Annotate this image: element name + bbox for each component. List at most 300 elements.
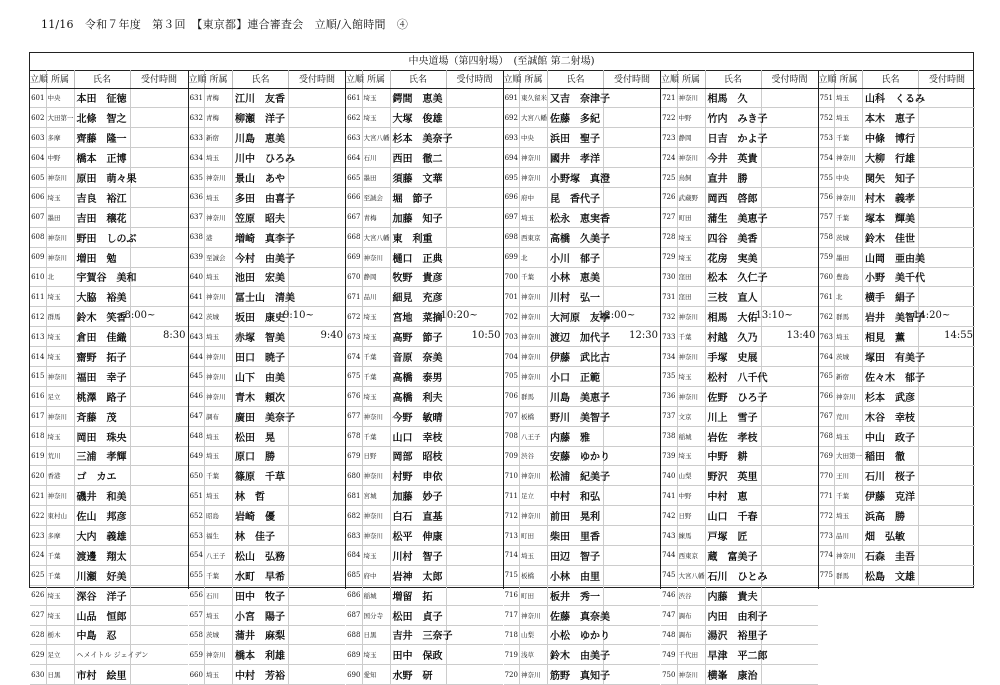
order-number: 615 [30,366,46,386]
table-row [30,366,188,386]
affiliation: 神奈川 [46,486,74,506]
participant-name: 山岡 亜由美 [863,247,919,267]
table-row [819,386,976,406]
participant-name: 廣田 美奈子 [233,406,289,426]
table-row [819,446,976,466]
affiliation: 東久留米 [520,88,548,108]
affiliation: 千葉 [835,486,863,506]
reception-time-cell [130,168,188,188]
reception-start-time: 9:10~ [283,310,314,322]
table-row [346,645,503,665]
page-header: 11/16 令和７年度 第３回 【東京都】連合審査会 立順/入館時間 ④ [41,18,409,31]
affiliation: 千葉 [835,128,863,148]
order-number: 679 [346,446,362,466]
affiliation: 王川 [835,466,863,486]
participant-name: 小松 ゆかり [548,625,604,645]
reception-time-cell [604,247,661,267]
order-number: 619 [30,446,46,466]
table-row [504,287,661,307]
table-row [819,187,976,207]
affiliation: 千葉 [362,347,390,367]
reception-time-cell [446,565,503,585]
table-row [661,426,818,446]
affiliation: 埼玉 [362,645,390,665]
order-number: 722 [661,108,677,128]
reception-time-cell [761,665,818,685]
participant-name: 伊藤 克洋 [863,486,919,506]
participant-name: 本木 恵子 [863,108,919,128]
affiliation: 足立 [46,645,74,665]
reception-time-cell [761,327,818,347]
reception-time-cell [289,645,346,665]
table-row [819,406,976,426]
order-number: 745 [661,565,677,585]
affiliation: 静岡 [362,267,390,287]
affiliation: 中野 [677,486,705,506]
table-row [661,168,818,188]
affiliation: 大宮八幡 [362,128,390,148]
table-row [346,347,503,367]
reception-time-cell [919,187,976,207]
affiliation: 千葉 [362,426,390,446]
participant-name: 相馬 久 [705,88,761,108]
order-number: 633 [189,128,205,148]
reception-time-cell [130,486,188,506]
table-row [189,426,346,446]
participant-name: 松平 伸康 [390,526,446,546]
table-row [819,148,976,168]
reception-time-cell [761,347,818,367]
order-number: 602 [30,108,46,128]
table-row [189,605,346,625]
participant-name: 中野 耕 [705,446,761,466]
participant-name: 倉田 佳織 [74,327,130,347]
order-number: 717 [504,605,520,625]
participant-name: 石川 ひとみ [705,565,761,585]
affiliation: 窪田 [677,287,705,307]
reception-end-time: 8:30 [163,330,186,342]
affiliation: 千葉 [46,565,74,585]
order-number: 681 [346,486,362,506]
affiliation: 足立 [46,386,74,406]
affiliation: 茨城 [835,227,863,247]
table-row [189,565,346,585]
participant-name: 笠原 昭夫 [233,207,289,227]
table-row [189,287,346,307]
table-row [30,307,188,327]
participant-name: 川村 弘一 [548,287,604,307]
table-row [346,307,503,327]
order-number: 650 [189,466,205,486]
order-number: 608 [30,227,46,247]
order-number: 695 [504,168,520,188]
order-number: 620 [30,466,46,486]
reception-time-cell [130,108,188,128]
participant-name: 高橋 久美子 [548,227,604,247]
table-row [30,506,188,526]
participant-name: 佐藤 多紀 [548,108,604,128]
participant-name: 山科 くるみ [863,88,919,108]
affiliation: 神奈川 [46,366,74,386]
order-number: 773 [819,526,835,546]
table-row [661,88,818,108]
participant-name: 畑 弘敏 [863,526,919,546]
participant-name: 高橋 泰男 [390,366,446,386]
order-number: 672 [346,307,362,327]
table-row [661,486,818,506]
affiliation: 石川 [205,585,233,605]
affiliation: 神奈川 [677,347,705,367]
table-row [30,605,188,625]
affiliation: 山梨 [520,625,548,645]
participant-name: 山品 恒郎 [74,605,130,625]
order-number: 769 [819,446,835,466]
table-row [346,406,503,426]
order-number: 716 [504,585,520,605]
affiliation: 神奈川 [520,366,548,386]
table-row [30,526,188,546]
table-row [346,605,503,625]
table-row [346,287,503,307]
reception-time-cell [130,545,188,565]
order-number: 677 [346,406,362,426]
table-row [661,645,818,665]
order-number: 662 [346,108,362,128]
reception-time-cell [130,287,188,307]
affiliation: 青梅 [362,207,390,227]
table-row [346,446,503,466]
participant-name: 中條 博行 [863,128,919,148]
table-row [189,267,346,287]
order-number: 706 [504,386,520,406]
participant-name: 田口 暁子 [233,347,289,367]
participant-name: 横手 絹子 [863,287,919,307]
affiliation: 神奈川 [46,247,74,267]
order-number: 674 [346,347,362,367]
affiliation: 埼玉 [835,506,863,526]
participant-name: 松山 弘務 [233,545,289,565]
participant-name: 三枝 直人 [705,287,761,307]
table-row [504,148,661,168]
table-row [504,506,661,526]
order-number: 652 [189,506,205,526]
order-number: 725 [661,168,677,188]
participant-name: 村野 申依 [390,466,446,486]
order-number: 629 [30,645,46,665]
order-number: 645 [189,366,205,386]
affiliation: 千葉 [677,327,705,347]
reception-time-cell [289,625,346,645]
reception-time-cell [761,168,818,188]
affiliation: 八王子 [205,545,233,565]
participant-name: 山口 幸枝 [390,426,446,446]
order-number: 627 [30,605,46,625]
table-row [504,526,661,546]
affiliation: 千葉 [835,207,863,227]
affiliation: 窪田 [677,267,705,287]
table-row [346,88,503,108]
participant-name: 小宮 陽子 [233,605,289,625]
participant-name: 伊藤 武比古 [548,347,604,367]
participant-name: 東 利重 [390,227,446,247]
reception-time-cell [761,625,818,645]
affiliation: 町田 [520,526,548,546]
participant-name: 岩井 美智子 [863,307,919,327]
order-number: 772 [819,506,835,526]
participant-name: 宇賀谷 美和 [74,267,130,287]
reception-time-cell [604,366,661,386]
order-number: 760 [819,267,835,287]
reception-time-cell [919,327,976,347]
reception-time-cell [761,187,818,207]
reception-time-cell [919,247,976,267]
affiliation: 埼玉 [520,545,548,565]
affiliation: 町田 [520,585,548,605]
order-number: 724 [661,148,677,168]
affiliation: 板橋 [520,565,548,585]
order-number: 670 [346,267,362,287]
affiliation: 北 [46,267,74,287]
table-row [661,585,818,605]
table-row [189,585,346,605]
order-number: 607 [30,207,46,227]
order-number: 707 [504,406,520,426]
table-row [504,446,661,466]
reception-time-cell [604,88,661,108]
reception-time-cell [289,526,346,546]
affiliation: 千葉 [46,545,74,565]
reception-time-cell [604,386,661,406]
reception-time-cell [130,406,188,426]
reception-end-time: 13:40 [786,330,816,342]
reception-time-cell [919,466,976,486]
table-row [819,128,976,148]
reception-time-cell [604,108,661,128]
column-header: 立順 [819,70,835,88]
participant-name: 加藤 知子 [390,207,446,227]
participant-name: 小川 郁子 [548,247,604,267]
affiliation: 神奈川 [46,406,74,426]
affiliation: 練馬 [677,526,705,546]
reception-time-cell [761,88,818,108]
reception-time-cell [604,287,661,307]
affiliation: 府中 [362,565,390,585]
affiliation: 墨田 [835,247,863,267]
affiliation: 神奈川 [46,227,74,247]
order-number: 754 [819,148,835,168]
reception-time-cell [919,267,976,287]
table-row [30,207,188,227]
participant-name: 松村 八千代 [705,366,761,386]
affiliation: 大宮八幡 [677,565,705,585]
participant-name: 浜高 勝 [863,506,919,526]
reception-time-cell [289,347,346,367]
reception-time-cell [289,585,346,605]
participant-name: 野沢 英里 [705,466,761,486]
order-number: 609 [30,247,46,267]
participant-name: 小林 恵美 [548,267,604,287]
order-number: 630 [30,665,46,685]
order-number: 736 [661,386,677,406]
participant-name: 宮地 菜摘 [390,307,446,327]
affiliation: 宮城 [362,486,390,506]
participant-name: 内田 由利子 [705,605,761,625]
participant-name: 岩佐 孝枝 [705,426,761,446]
participant-name: 筋野 真知子 [548,665,604,685]
reception-time-cell [446,247,503,267]
reception-time-cell [446,506,503,526]
order-number: 751 [819,88,835,108]
participant-name: 松田 晃 [233,426,289,446]
table-row [189,466,346,486]
table-row [30,486,188,506]
table-row [819,287,976,307]
participant-name: 松田 貞子 [390,605,446,625]
participant-name: 橋本 利雄 [233,645,289,665]
order-number: 675 [346,366,362,386]
table-row [189,625,346,645]
reception-time-cell [598,307,661,327]
reception-time-cell [919,128,976,148]
reception-time-cell [761,267,818,287]
participant-name: 冨士山 清美 [233,287,289,307]
participant-name: 蒲生 美恵子 [705,207,761,227]
reception-time-cell [289,406,346,426]
participant-name: 内藤 貴夫 [705,585,761,605]
affiliation: 神奈川 [677,88,705,108]
table-row [504,227,661,247]
affiliation: 青梅 [205,108,233,128]
table-row [661,227,818,247]
reception-time-cell [446,386,503,406]
table-row [189,88,346,108]
table-row [819,108,976,128]
order-number: 742 [661,506,677,526]
table-row [504,88,661,108]
affiliation: 文京 [677,406,705,426]
table-row [504,426,661,446]
column-header: 立順 [504,70,520,88]
participant-name: 増田 勉 [74,247,130,267]
order-number: 664 [346,148,362,168]
reception-time-cell [761,585,818,605]
participant-name: 坂田 康史 [233,307,289,327]
affiliation: 千葉 [520,267,548,287]
participant-name: 橋本 正博 [74,148,130,168]
order-number: 678 [346,426,362,446]
order-number: 720 [504,665,520,685]
affiliation: 埼玉 [205,605,233,625]
affiliation: 大田第一 [46,108,74,128]
table-row [504,386,661,406]
reception-time-cell [604,207,661,227]
participant-name: 岡田 珠央 [74,426,130,446]
affiliation: 中央 [46,88,74,108]
table-row [819,366,976,386]
table-row [504,625,661,645]
participant-name: 白石 直基 [390,506,446,526]
table-row [819,347,976,367]
reception-time-cell [604,506,661,526]
participant-name: 野川 美智子 [548,406,604,426]
affiliation: 多摩 [46,526,74,546]
participant-name: 村越 久乃 [705,327,761,347]
participant-name: 高橋 利夫 [390,386,446,406]
affiliation: 豊島 [835,267,863,287]
participant-name: 池田 宏美 [233,267,289,287]
affiliation: 神奈川 [205,207,233,227]
reception-time-cell [289,446,346,466]
reception-time-cell [446,88,503,108]
table-row [346,366,503,386]
affiliation: 神奈川 [520,347,548,367]
participant-name: 増留 拓 [390,585,446,605]
affiliation: 板橋 [520,406,548,426]
affiliation: 西東京 [520,227,548,247]
reception-time-cell [604,545,661,565]
order-number: 775 [819,565,835,585]
table-row [661,565,818,585]
order-number: 638 [189,227,205,247]
reception-time-cell [761,645,818,665]
order-number: 766 [819,386,835,406]
affiliation: 埼玉 [205,267,233,287]
reception-time-cell [289,187,346,207]
order-number: 718 [504,625,520,645]
affiliation: 埼玉 [205,486,233,506]
order-number: 721 [661,88,677,108]
affiliation: 新宿 [835,366,863,386]
reception-time-cell [446,426,503,446]
affiliation: 武蔵野 [677,187,705,207]
participant-name: 塚本 輝美 [863,207,919,227]
reception-time-cell [446,625,503,645]
table-row [30,665,188,685]
column-header: 氏名 [74,70,130,88]
affiliation: 神奈川 [835,187,863,207]
affiliation: 群馬 [520,386,548,406]
table-row [189,386,346,406]
reception-time-cell [130,187,188,207]
table-row [661,605,818,625]
participant-name: 石川 桜子 [863,466,919,486]
order-number: 653 [189,526,205,546]
affiliation: 埼玉 [46,605,74,625]
affiliation: 稲城 [677,426,705,446]
order-number: 696 [504,187,520,207]
order-number: 622 [30,506,46,526]
table-row [189,307,346,327]
affiliation: 埼玉 [677,366,705,386]
table-row [504,665,661,685]
reception-time-cell [130,247,188,267]
table-row [504,247,661,267]
affiliation: 神奈川 [520,307,548,327]
order-number: 601 [30,88,46,108]
column-header: 氏名 [548,70,604,88]
table-row [661,386,818,406]
order-number: 631 [189,88,205,108]
participant-name: 本田 征徳 [74,88,130,108]
affiliation: 埼玉 [835,108,863,128]
participant-name: 川上 雪子 [705,406,761,426]
order-number: 636 [189,187,205,207]
participant-name: 増崎 真李子 [233,227,289,247]
table-row [819,88,976,108]
table-row [504,406,661,426]
affiliation: 神奈川 [46,168,74,188]
order-number: 621 [30,486,46,506]
